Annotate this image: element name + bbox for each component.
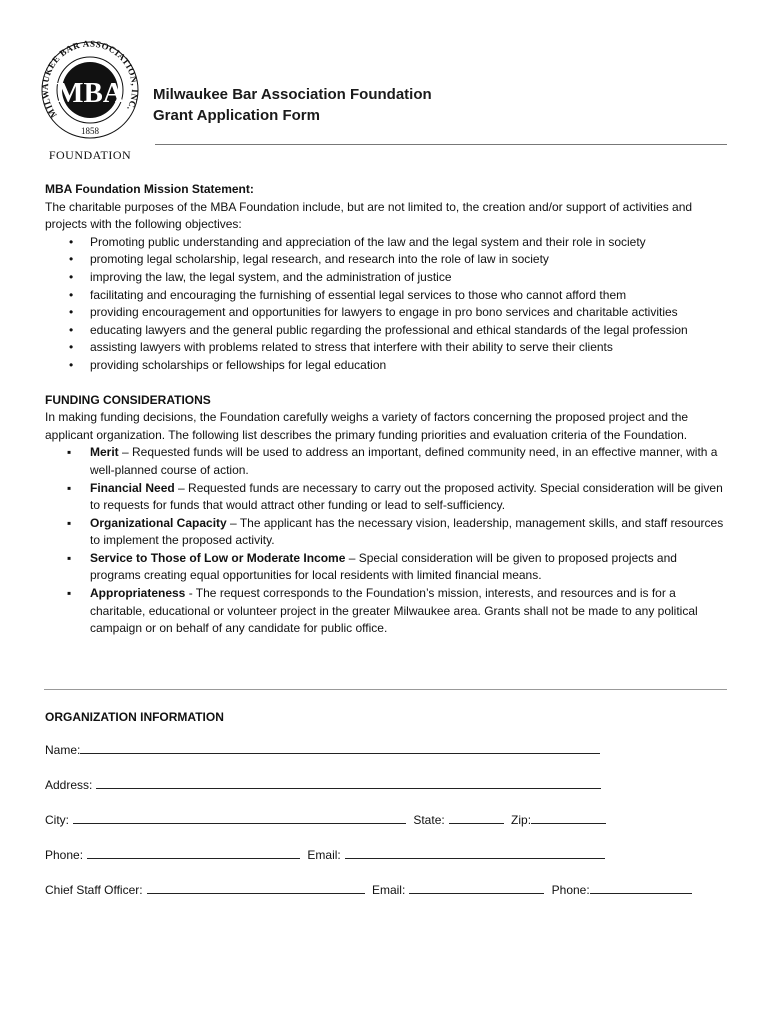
form-title-block [153, 84, 432, 126]
criteria-item-service-low-income [45, 550, 729, 585]
address-label: Address: [45, 778, 93, 792]
phone-row [45, 846, 692, 881]
email-label: Email: [307, 848, 341, 862]
criteria-item-financial-need [45, 480, 729, 515]
criteria-term: Organizational Capacity [90, 515, 227, 530]
state-field[interactable] [449, 811, 504, 824]
criteria-item-organizational-capacity [45, 515, 729, 550]
funding-intro: In making funding decisions, the Foundation carefully weighs a variety of factors concerning the proposed project and the applicant organization. The following list describes the primary funding priorities and evaluation criteria of the Foundation. [45, 410, 689, 442]
mba-foundation-logo [40, 38, 140, 166]
chief-phone-field[interactable] [590, 881, 692, 894]
chief-staff-officer-row [45, 881, 692, 916]
criteria-text: – Special consideration will be given to proposed projects and programs creating equal opportunities for local residents with limited financial means. [90, 550, 677, 583]
mba-seal-icon [40, 38, 140, 143]
list-item: • providing encouragement and opportunities for lawyers to engage in pro bono services and charitable activities [45, 304, 729, 322]
organization-heading: ORGANIZATION INFORMATION [45, 710, 224, 724]
funding-criteria-list [45, 444, 729, 638]
mission-list [45, 234, 729, 375]
page-subtitle: Grant Application Form [153, 107, 320, 124]
chief-phone-label: Phone: [551, 883, 590, 897]
criteria-item-merit [45, 444, 729, 479]
logo-ring-text: MILWAUKEE BAR ASSOCIATION, INC. [40, 38, 140, 120]
criteria-term: Service to Those of Low or Moderate Income [90, 550, 346, 565]
email-field[interactable] [345, 846, 605, 859]
chief-email-field[interactable] [409, 881, 544, 894]
organization-information-form [45, 710, 692, 916]
address-field[interactable] [96, 776, 601, 789]
name-field[interactable] [80, 741, 600, 754]
mission-intro: The charitable purposes of the MBA Foundation include, but are not limited to, the creation and/or support of activities and projects with the following objectives: [45, 199, 693, 232]
funding-section [45, 392, 729, 638]
list-item: • educating lawyers and the general public regarding the professional and ethical standards of the legal profession [45, 322, 729, 340]
name-label: Name: [45, 743, 81, 757]
criteria-item-appropriateness [45, 585, 729, 638]
criteria-term: Financial Need [90, 480, 175, 495]
chief-staff-officer-field[interactable] [147, 881, 365, 894]
mission-heading: MBA Foundation Mission Statement: [45, 182, 254, 196]
logo-mba-text: MBA [56, 77, 124, 109]
criteria-text: – Requested funds are necessary to carry out the proposed activity. Special consideration will be given to requests for funds that would attract other funding or lead to self-sufficiency. [90, 480, 723, 513]
city-label: City: [45, 813, 69, 827]
criteria-term: Appropriateness [90, 586, 186, 601]
page-title: Milwaukee Bar Association Foundation [153, 86, 432, 103]
section-divider [44, 689, 727, 690]
chief-staff-officer-label: Chief Staff Officer: [45, 883, 143, 897]
criteria-term: Merit [90, 445, 119, 460]
criteria-text: – The applicant has the necessary vision, leadership, management skills, and staff resources to implement the proposed activity. [90, 515, 724, 548]
criteria-text: - The request corresponds to the Foundation’s mission, interests, and resources and is for a charitable, educational or volunteer project in the greater Milwaukee area. Grants shall not be made to any political campaign or on behalf of any candidate for public office. [90, 586, 698, 636]
list-item: • assisting lawyers with problems related to stress that interfere with their ability to serve their clients [45, 339, 729, 357]
criteria-text: – Requested funds will be used to address an important, defined community need, in an effective manner, with a well-planned course of action. [90, 445, 718, 477]
funding-heading: FUNDING CONSIDERATIONS [45, 392, 211, 407]
document-body [45, 181, 729, 638]
list-item: • facilitating and encouraging the furnishing of essential legal services to those who cannot afford them [45, 287, 729, 305]
phone-field[interactable] [87, 846, 300, 859]
header-divider [155, 144, 727, 145]
list-item: • Promoting public understanding and appreciation of the law and the legal system and their role in society [45, 234, 729, 252]
mission-section [45, 181, 729, 375]
logo-year: 1858 [81, 126, 99, 136]
phone-label: Phone: [45, 848, 84, 862]
chief-email-label: Email: [371, 883, 406, 897]
list-item: • promoting legal scholarship, legal research, and research into the role of law in society [45, 251, 729, 269]
city-field[interactable] [73, 811, 406, 824]
zip-field[interactable] [531, 811, 606, 824]
list-item: • providing scholarships or fellowships for legal education [45, 357, 729, 375]
state-label: State: [413, 813, 445, 827]
zip-label: Zip: [511, 813, 532, 827]
address-row [45, 776, 692, 811]
logo-caption: FOUNDATION [48, 148, 132, 162]
name-row [45, 741, 692, 776]
city-row [45, 811, 692, 846]
list-item: • improving the law, the legal system, and the administration of justice [45, 269, 729, 287]
